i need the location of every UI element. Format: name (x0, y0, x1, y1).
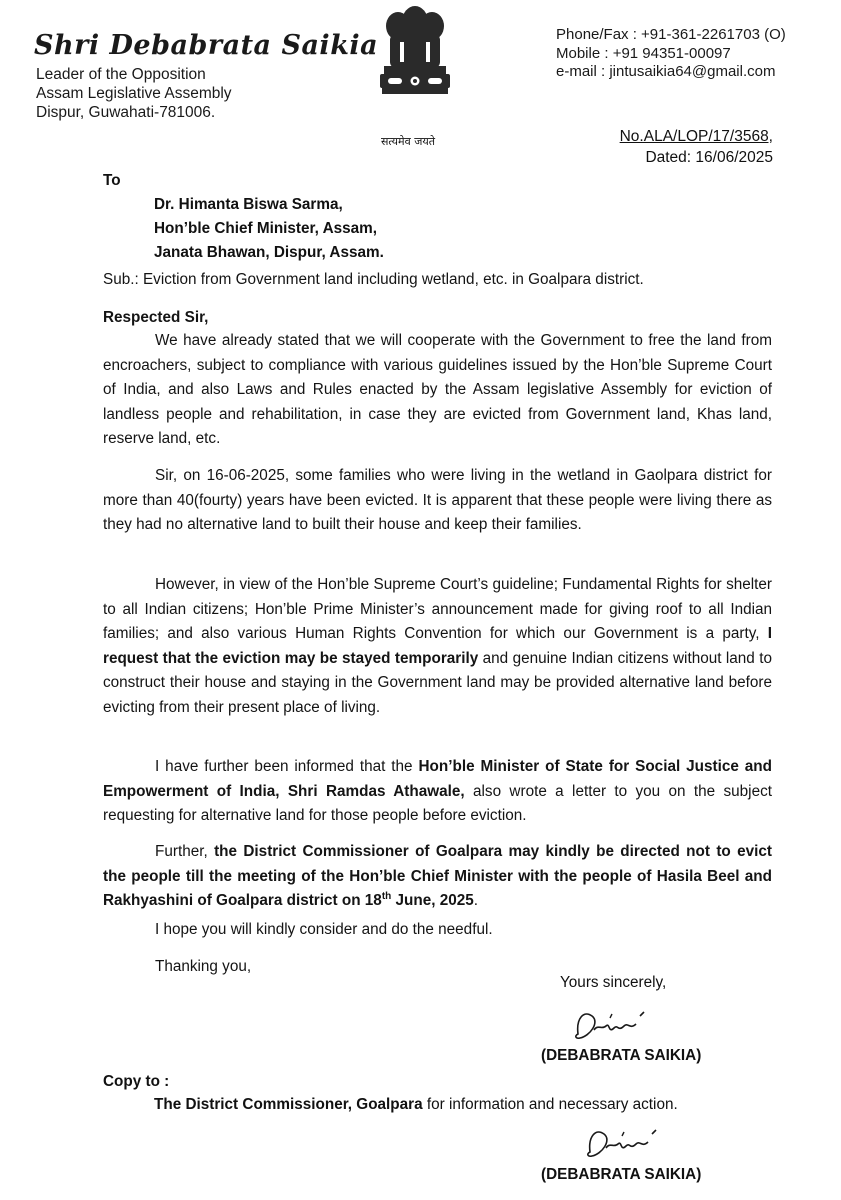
thanking-line: Thanking you, (155, 958, 252, 975)
paragraph-2: Sir, on 16-06-2025, some families who were living in the wetland in Gaolpara district for more than 40(fourty) years have been evicted. It is apparent that these people were living there as they had no alternative land to built their house and keep their families. (103, 467, 772, 534)
salutation: Respected Sir, (103, 309, 209, 326)
to-label: To (103, 172, 121, 189)
paragraph-3-text: However, in view of the Hon’ble Supreme Court’s guideline; Fundamental Rights for shelter to all Indian citizens; Hon’ble Prime Minister’s announcement made for giving roof to all Indian families; and also various Human Rights Convention for which our Government is a party, (103, 576, 772, 643)
sender-address: Dispur, Guwahati-781006. (36, 104, 216, 121)
copy-purpose: for information and necessary action. (422, 1096, 678, 1113)
paragraph-3-request: I request that the eviction may be stayed temporarily (103, 625, 772, 667)
paragraph-6: I hope you will kindly consider and do the needful. (155, 921, 493, 938)
copy-to-label: Copy to : (103, 1073, 170, 1090)
paragraph-3-text-end: and genuine Indian citizens without land to construct their house and staying in the Government land may be provided alternative land before evicting from their present place of living. (103, 649, 772, 716)
reference-date: Dated: 16/06/2025 (645, 149, 773, 166)
paragraph-3 (103, 573, 772, 721)
paragraph-1: We have already stated that we will cooperate with the Government to free the land from encroachers, subject to compliance with various guidelines issued by the Hon’ble Supreme Court of India, and also Laws and Rules enacted by the Assam legislative Assembly for eviction of landless people and rehabilitation, in case they are evicted from Government land, Khas land, reserve land, etc. (103, 332, 772, 448)
signature-image-copy (578, 1118, 668, 1166)
paragraph-4-text: I have further been informed that the (155, 758, 419, 775)
paragraph-5 (103, 840, 772, 914)
paragraph-4 (103, 755, 772, 829)
paragraph-5-date: June, 2025 (391, 892, 474, 910)
copy-recipient: The District Commissioner, Goalpara (154, 1096, 423, 1113)
paragraph-4-text-end: also wrote a letter to you on the subject requesting for alternative land for those people before eviction. (103, 782, 772, 825)
sender-name: Shri Debabrata Saikia (34, 30, 379, 61)
copy-recipient-line (154, 1096, 678, 1114)
copy-signatory-name: (DEBABRATA SAIKIA) (541, 1166, 702, 1183)
paragraph-5-directive: the District Commissioner of Goalpara may kindly be directed not to evict the people till the meeting of the Hon’ble Chief Minister with the people of Hasila Beel and Rakhyashini of Goalpara district on 18 (103, 843, 772, 910)
phone-fax: Phone/Fax : +91-361-2261703 (O) (556, 26, 786, 43)
recipient-name: Dr. Himanta Biswa Sarma, (154, 196, 343, 213)
mobile-number: Mobile : +91 94351-00097 (556, 45, 731, 62)
paragraph-5-text: Further, (155, 843, 215, 860)
email-address: e-mail : jintusaikia64@gmail.com (556, 63, 776, 80)
paragraph-5-superscript: th (381, 891, 392, 903)
closing-yours: Yours sincerely, (560, 974, 667, 991)
recipient-address: Janata Bhawan, Dispur, Assam. (154, 244, 384, 261)
emblem-motto: सत्यमेव जयते (381, 135, 436, 148)
sender-organization: Assam Legislative Assembly (36, 85, 232, 102)
national-emblem-icon (370, 4, 460, 124)
reference-number: No.ALA/LOP/17/3568, (619, 128, 773, 145)
paragraph-5-period: . (473, 892, 479, 910)
signature-image (566, 1000, 656, 1048)
signatory-name: (DEBABRATA SAIKIA) (541, 1047, 702, 1064)
paragraph-4-minister: Hon’ble Minister of State for Social Justice and Empowerment of India, Shri Ramdas Athawale, (103, 758, 772, 800)
sender-designation: Leader of the Opposition (36, 66, 206, 83)
subject-line: Sub.: Eviction from Government land including wetland, etc. in Goalpara district. (103, 271, 644, 288)
recipient-title: Hon’ble Chief Minister, Assam, (154, 220, 377, 237)
